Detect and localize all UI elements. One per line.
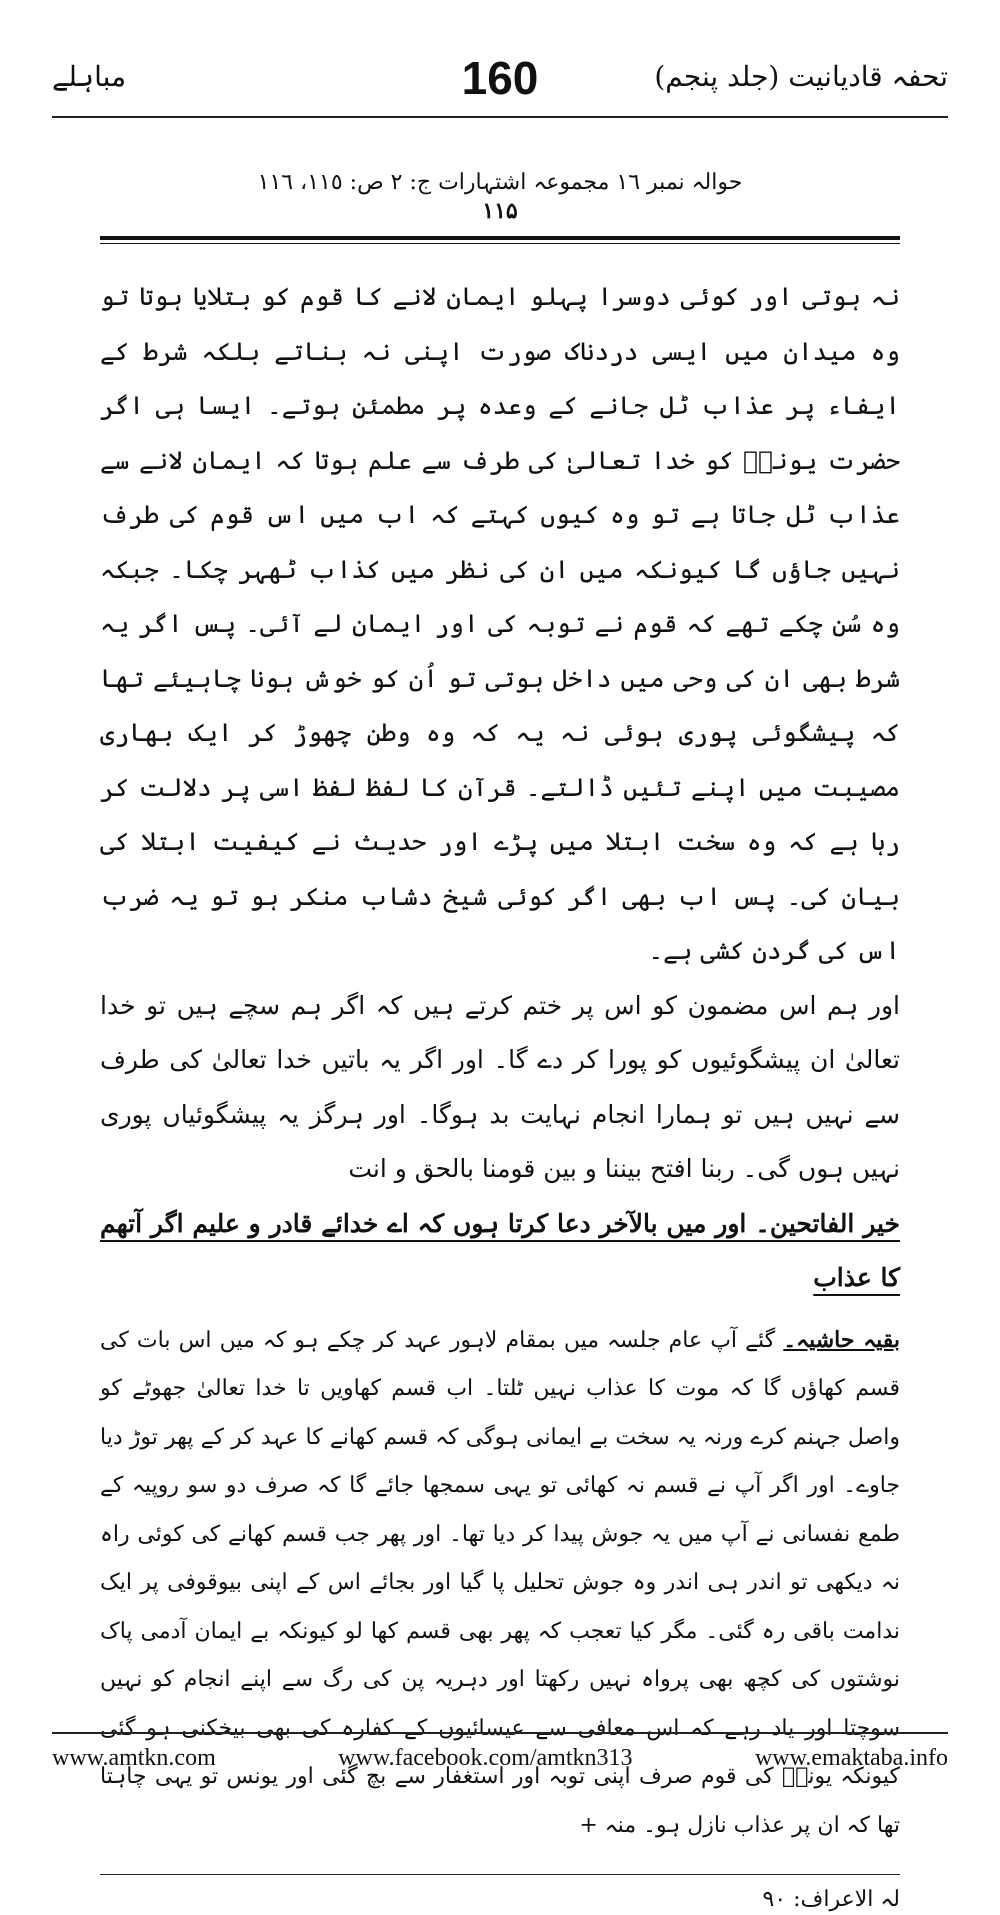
header-divider	[52, 116, 948, 118]
margin-note-body: گئے آپ عام جلسہ میں بمقام لاہور عہد کر چکے ہو کہ میں اس بات کی قسم کھاؤں گا کہ موت کا عذاب نہیں ٹلتا۔ اب قسم کھاویں تا خدا تعالیٰ جھوٹے کو واصل جہنم کرے ورنہ یہ سخت بے ایمانی ہوگی کہ قسم کھانے کا عہد کر کے پھر توڑ دیا جاوے۔ اور اگر آپ نے قسم نہ کھائی تو یہی سمجھا جائے گا کہ صرف دو سو روپیہ کے طمع نفسانی نے آپ میں یہ جوش پیدا کر دیا تھا۔ اور پھر جب قسم کھانے کی کوئی راہ نہ دیکھی تو اندر ہی اندر وہ جوش تحلیل پا گیا اور بجائے اس کے اپنی بیوقوفی پر ایک ندامت باقی رہ گئی۔ مگر کیا تعجب کہ پھر بھی قسم کھا لو کیونکہ بے ایمان آدمی پاک نوشتوں کی کچھ بھی پرواہ نہیں رکھتا اور دہریہ پن کی رگ سے اپنے انجام کو نہیں سوچتا اور یاد رہے کہ اس معافی سے عیسائیوں کے کفارہ کی بھی بیخکنی ہو گئی کیونکہ یونسؑ کی قوم صرف اپنی توبہ اور استغفار سے بچ گئی اور یونس تو یہی چاہتا تھا کہ ان پر عذاب نازل ہو۔ منہ +	[100, 1327, 900, 1838]
footer-link-amtkn[interactable]: www.amtkn.com	[52, 1745, 216, 1771]
inner-page-number: ۱۱۵	[482, 198, 518, 224]
section-title: مباہلے	[52, 60, 127, 93]
page-number: 160	[461, 52, 539, 104]
page-header	[52, 52, 948, 112]
page-footer	[52, 1745, 948, 1781]
main-text	[100, 270, 900, 1306]
reference-footnote: لہ الاعراف: ٩٠	[762, 1887, 900, 1912]
footnote-divider	[100, 1874, 900, 1875]
thin-divider	[100, 243, 900, 244]
book-title: تحفہ قادیانیت (جلد پنجم)	[654, 60, 948, 93]
reference-line: حوالہ نمبر ١٦ مجموعہ اشتہارات ج: ٢ ص: ١١٥، ١١٦	[257, 170, 743, 195]
footer-divider	[52, 1732, 948, 1734]
closing-line: خیر الفاتحین۔ اور میں بالآخر دعا کرتا ہوں کہ اے خدائے قادر و علیم اگر آتھم کا عذاب	[100, 1208, 900, 1292]
footer-link-facebook[interactable]: www.facebook.com/amtkn313	[338, 1745, 633, 1771]
paragraph: اور ہم اس مضمون کو اس پر ختم کرتے ہیں کہ اگر ہم سچے ہیں تو خدا تعالیٰ ان پیشگوئیوں کو پورا کر دے گا۔ اور اگر یہ باتیں خدا تعالیٰ کی طرف سے نہیں ہیں تو ہمارا انجام نہایت بد ہوگا۔ اور ہرگز یہ پیشگوئیاں پوری نہیں ہوں گی۔ ربنا افتح بیننا و بین قومنا بالحق و انت	[100, 990, 900, 1183]
footer-link-emaktaba[interactable]: www.emaktaba.info	[754, 1745, 948, 1771]
paragraph: نہ ہوتی اور کوئی دوسرا پہلو ایمان لانے کا قوم کو بتلایا ہوتا تو وہ میدان میں ایسی دردناک صورت اپنی نہ بناتے بلکہ شرط کے ایفاء پر عذاب ٹل جانے کے وعدہ پر مطمئن ہوتے۔ ایسا ہی اگر حضرت یونسؑ کو خدا تعالیٰ کی طرف سے علم ہوتا کہ ایمان لانے سے عذاب ٹل جاتا ہے تو وہ کیوں کہتے کہ اب میں اس قوم کی طرف نہیں جاؤں گا کیونکہ میں ان کی نظر میں کذاب ٹھہر چکا۔ جبکہ وہ سُن چکے تھے کہ قوم نے توبہ کی اور ایمان لے آئی۔ پس اگر یہ شرط بھی ان کی وحی میں داخل ہوتی تو اُن کو خوش ہونا چاہیئے تھا کہ پیشگوئی پوری ہوئی نہ یہ کہ وہ وطن چھوڑ کر ایک بھاری مصیبت میں اپنے تئیں ڈالتے۔ قرآن کا لفظ لفظ اسی پر دلالت کر رہا ہے کہ وہ سخت ابتلا میں پڑے اور حدیث نے کیفیت ابتلا کی بیان کی۔ پس اب بھی اگر کوئی شیخ دشاب منکر ہو تو یہ ضرب اس کی گردن کشی ہے۔	[100, 282, 900, 965]
margin-note-heading: بقیہ حاشیہ۔	[783, 1326, 900, 1353]
thick-divider	[100, 236, 900, 240]
